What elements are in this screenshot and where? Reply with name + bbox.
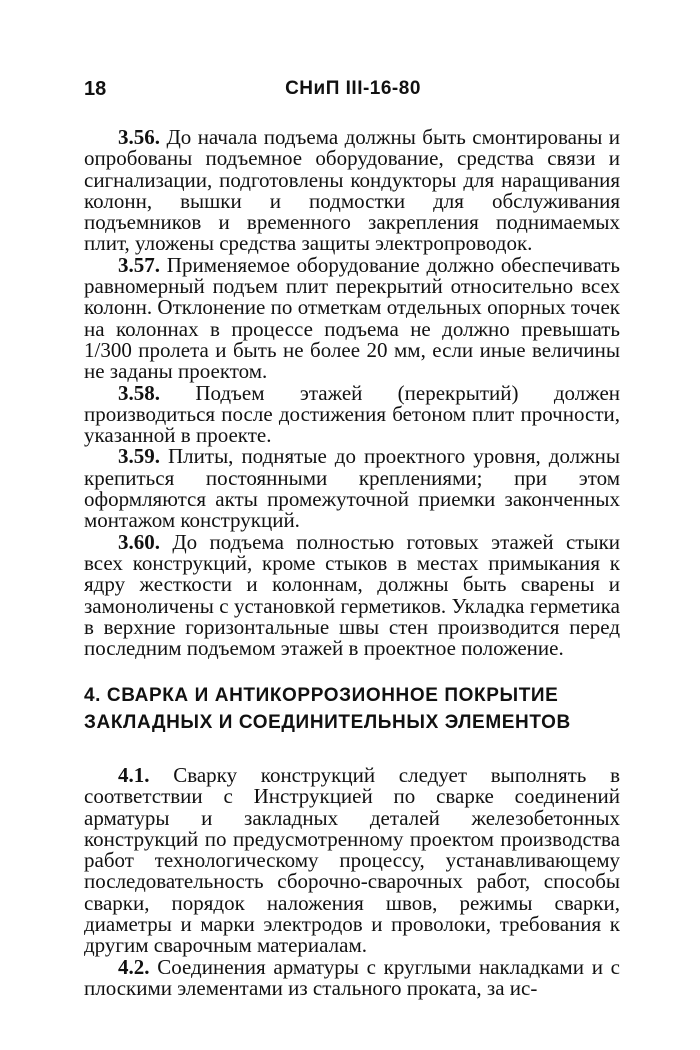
paragraph-4-2 [84, 954, 621, 1000]
section-4-heading [84, 682, 624, 736]
paragraph-number: 3.60. [118, 529, 160, 554]
paragraph-number: 3.58. [118, 380, 160, 405]
paragraph-3-59 [84, 446, 620, 531]
paragraph-3-60 [84, 529, 621, 661]
paragraph-4-1 [84, 765, 620, 957]
section-3-body [84, 127, 620, 659]
paragraph-text: Плиты, поднятые до проектного уровня, должны крепиться постоянными креплениями; при этом оформляются акты промежуточной приемки законченных монтажом конструкций. [84, 444, 621, 533]
paragraph-text: Подъем этажей (перекрытий) должен производиться после достижения бетоном плит прочности, указанной в проекте. [84, 380, 620, 448]
paragraph-text: Применяемое оборудование должно обеспечивать равномерный подъем плит перекрытий относительно всех колонн. Отклонение по отметкам отдельных опорных точек на колоннах в процессе подъема не должно превышать 1/300 пролета и быть не более 20 мм, если иные величины не заданы проектом. [84, 252, 621, 384]
page-header [84, 76, 622, 102]
section-heading-line: 4. СВАРКА И АНТИКОРРОЗИОННОЕ ПОКРЫТИЕ [84, 685, 559, 706]
section-4-body [84, 765, 620, 999]
paragraph-number: 4.2. [118, 954, 150, 979]
running-head: СНиП III-16-80 [285, 78, 421, 99]
paragraph-number: 3.59. [118, 444, 160, 469]
paragraph-number: 4.1. [118, 763, 150, 787]
paragraph-text: До подъема полностью готовых этажей стыки всех конструкций, кроме стыков в местах примыкания к ядру жесткости и колоннам, должны быть сварены и замоноличены с установкой герметиков. Укладка герметика в верхние горизонтальные швы стен производится перед последним подъемом этажей в проектное положение. [84, 529, 621, 661]
page-number: 18 [84, 78, 107, 100]
paragraph-number: 3.57. [118, 252, 160, 277]
paragraph-3-57 [84, 252, 621, 384]
paragraph-text: Соединения арматуры с круглыми накладками и с плоскими элементами из стального проката, за ис- [84, 954, 621, 1000]
paragraph-text: До начала подъема должны быть смонтированы и опробованы подъемное оборудование, средства связи и сигнализации, подготовлены кондукторы для наращивания колонн, вышки и подмостки для обслуживания подъемников и временного закрепления поднимаемых плит, уложены средства защиты электропроводок. [84, 125, 620, 256]
paragraph-number: 3.56. [118, 125, 160, 149]
paragraph-3-58 [84, 380, 620, 448]
paragraph-3-56 [84, 127, 620, 255]
section-heading-line: ЗАКЛАДНЫХ И СОЕДИНИТЕЛЬНЫХ ЭЛЕМЕНТОВ [84, 712, 571, 733]
paragraph-text: Сварку конструкций следует выполнять в соответствии с Инструкцией по сварке соединений арматуры и закладных деталей железобетонных конструкций по предусмотренному проектом производства работ технологическому процессу, устанавливающему последовательность сборочно-сварочных работ, способы сварки, порядок наложения швов, режимы сварки, диаметры и марки электродов и проволоки, требования к другим сварочным материалам. [84, 763, 620, 958]
